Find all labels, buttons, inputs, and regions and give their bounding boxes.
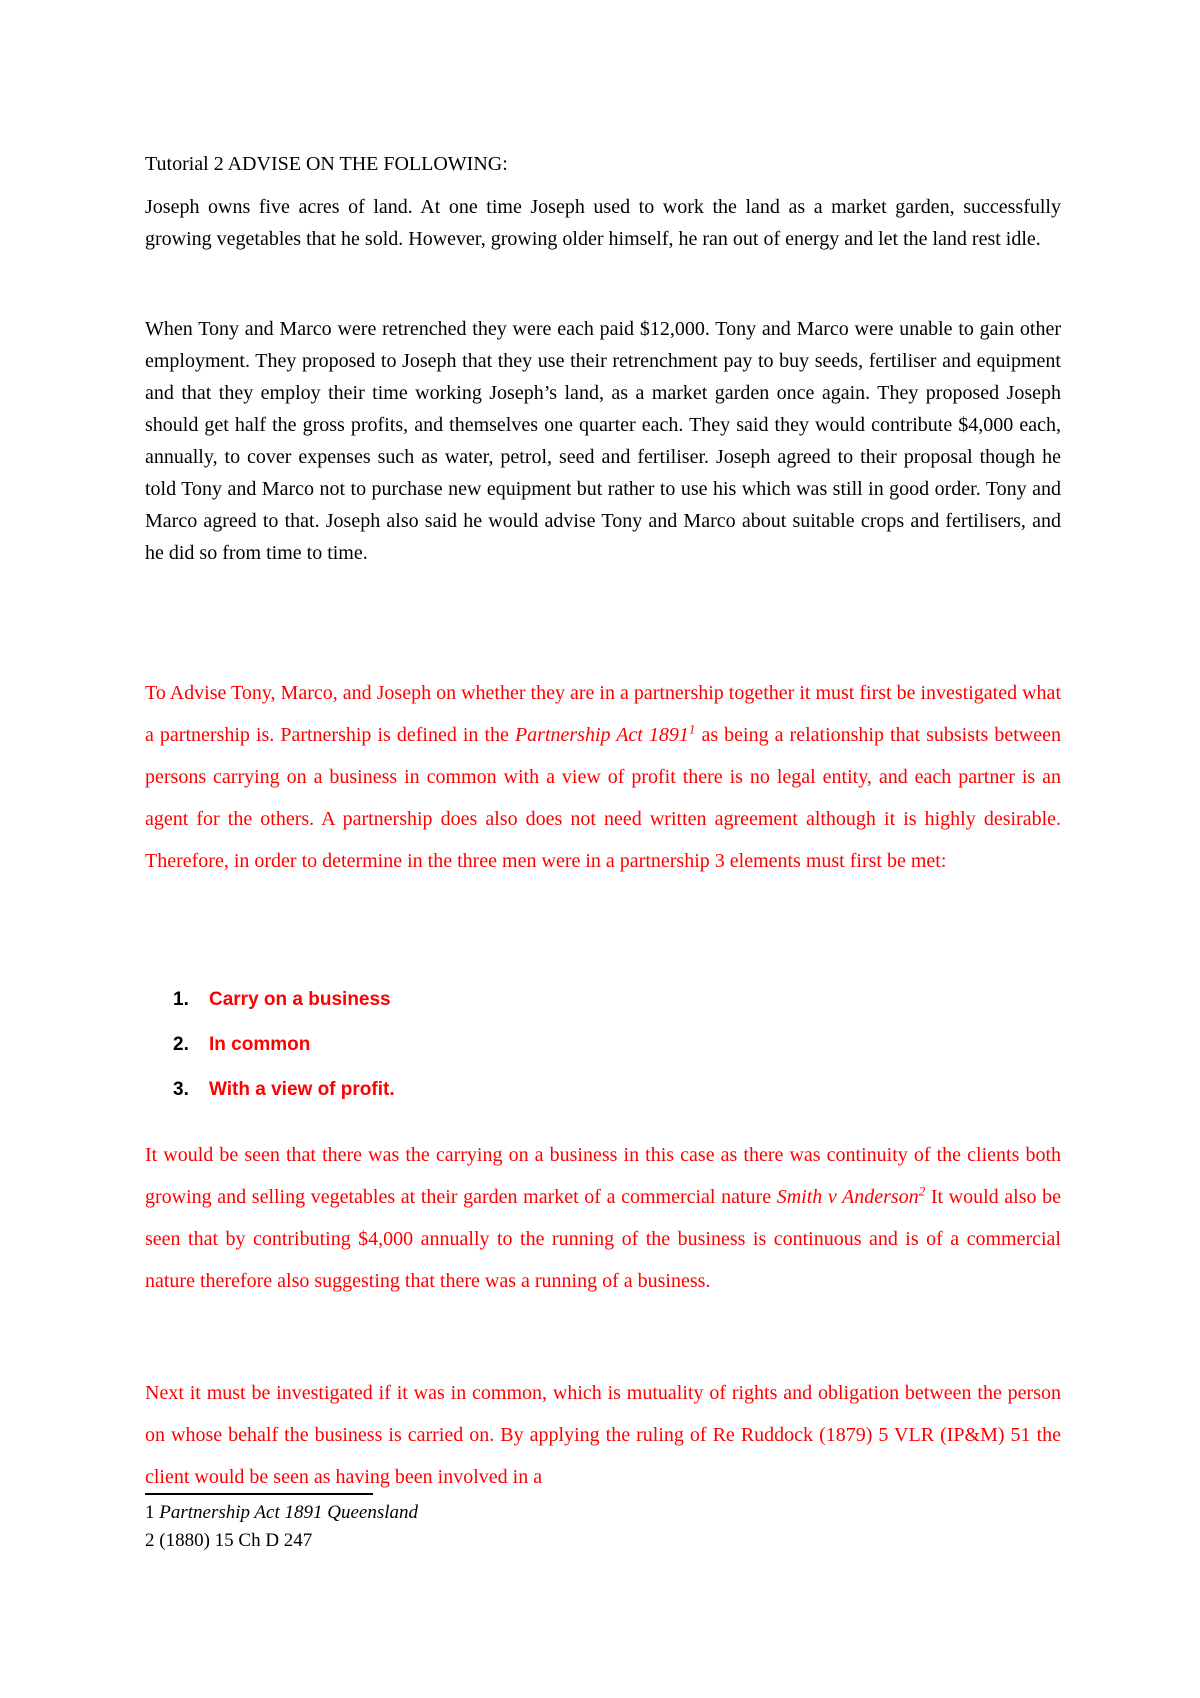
definition-text-before: To Advise Tony, Marco, and Joseph on whether they are in a partnership together it must first be investigated what a partnership is. Partnership is defined in the [145, 682, 1061, 746]
list-number: 3. [173, 1079, 189, 1100]
list-text: With a view of profit. [209, 1079, 395, 1100]
tutorial-heading: Tutorial 2 ADVISE ON THE FOLLOWING: [145, 153, 508, 175]
list-item [173, 1030, 395, 1075]
definition-text-after: as being a relationship that subsists between persons carrying on a business in common with a view of profit there is no legal entity, and each partner is an agent for the others. A partnership does also does not need written agreement although it is highly desirable. Therefore, in order to determine in the three men were in a partnership 3 elements must first be met: [145, 724, 1061, 872]
footnote-2 [145, 1528, 312, 1554]
footnote-text: Partnership Act 1891 Queensland [159, 1502, 419, 1523]
answer-paragraph-definition [145, 672, 1061, 882]
business-text-after: It would also be seen that by contributing $4,000 annually to the running of the business is continuous and is of a commercial nature therefore also suggesting that there was a running of a business. [145, 1186, 1061, 1292]
answer-paragraph-business [145, 1134, 1061, 1302]
footnote-ref-2[interactable]: 2 [918, 1183, 926, 1199]
list-text: Carry on a business [209, 989, 391, 1010]
list-item [173, 985, 395, 1030]
list-item [173, 1075, 395, 1120]
list-text: In common [209, 1034, 311, 1055]
footnote-1 [145, 1500, 418, 1526]
facts-paragraph-2: When Tony and Marco were retrenched they were each paid $12,000. Tony and Marco were unable to gain other employment. They proposed to Joseph that they use their retrenchment pay to buy seeds, fertiliser and equipment and that they employ their time working Joseph’s land, as a market garden once again. They proposed Joseph should get half the gross profits, and themselves one quarter each. They said they would contribute $4,000 each, annually, to cover expenses such as water, petrol, seed and fertiliser. Joseph agreed to their proposal though he told Tony and Marco not to purchase new equipment but rather to use his which was still in good order. Tony and Marco agreed to that. Joseph also said he would advise Tony and Marco about suitable crops and fertilisers, and he did so from time to time. [145, 318, 1061, 564]
footnote-separator [145, 1493, 373, 1495]
list-number: 2. [173, 1034, 189, 1055]
facts-paragraph-1: Joseph owns five acres of land. At one time Joseph used to work the land as a market garden, successfully growing vegetables that he sold. However, growing older himself, he ran out of energy and let the land rest idle. [145, 196, 1061, 250]
footnote-ref-1[interactable]: 1 [688, 721, 696, 737]
answer-paragraph-in-common: Next it must be investigated if it was in common, which is mutuality of rights and obligation between the person on whose behalf the business is carried on. By applying the ruling of Re Ruddock (1879) 5 VLR (IP&M) 51 the client would be seen as having been involved in a [145, 1382, 1061, 1488]
footnote-number: 2 [145, 1530, 155, 1551]
case-name: Smith v Anderson [776, 1186, 919, 1208]
act-name: Partnership Act 1891 [514, 724, 689, 746]
footnote-text: (1880) 15 Ch D 247 [159, 1530, 313, 1551]
list-number: 1. [173, 989, 189, 1010]
elements-list [173, 985, 395, 1120]
footnote-number: 1 [145, 1502, 155, 1523]
business-text-before: It would be seen that there was the carrying on a business in this case as there was continuity of the clients both growing and selling vegetables at their garden market of a commercial nature [145, 1144, 1061, 1208]
